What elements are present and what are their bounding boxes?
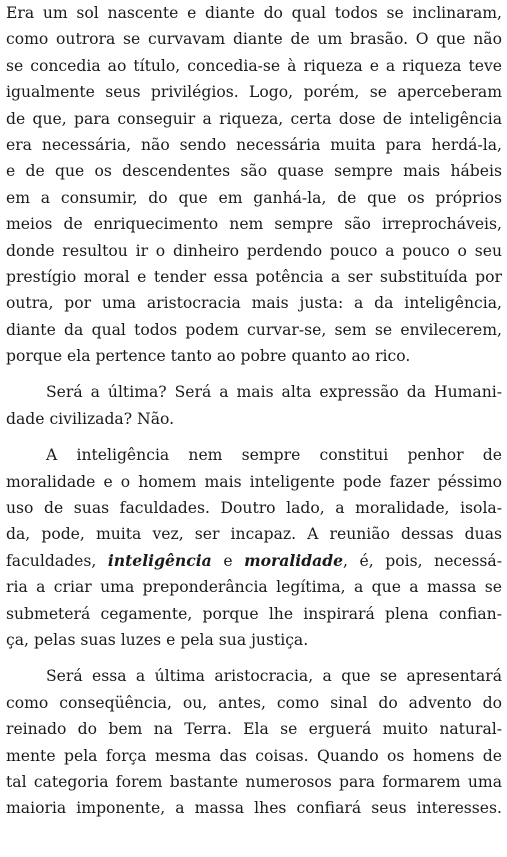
text-line: Será a última? Será a mais alta expressão da Humani- [46, 383, 502, 402]
text-line: uso de suas faculdades. Doutro lado, a moralidade, isola- [6, 499, 502, 518]
emphasized-word-morality: moralidade [244, 550, 344, 570]
paragraph-2 [6, 379, 502, 432]
paragraph-gap [6, 653, 502, 663]
text-line: Será essa a última aristocracia, a que se apresentará [46, 667, 502, 686]
text-line: em a consumir, do que em ganhá-la, de que os próprios [6, 188, 502, 207]
text-line: tal categoria forem bastante numerosos para formarem uma [6, 772, 502, 791]
text-fragment: , é, pois, necessá- [343, 551, 502, 570]
document-page [6, 0, 502, 822]
text-line: ça, pelas suas luzes e pela sua justiça. [6, 630, 309, 649]
text-line: se concedia ao título, concedia-se à riqueza e a riqueza teve [6, 56, 502, 75]
text-line: donde resultou ir o dinheiro perdendo pouco a pouco o seu [6, 241, 502, 260]
paragraph-1 [6, 0, 502, 369]
text-line: como conseqüência, ou, antes, como sinal do advento do [6, 693, 502, 712]
text-line: diante da qual todos podem curvar-se, sem se envilecerem, [6, 320, 502, 339]
paragraph-4 [6, 663, 502, 821]
text-line: de que, para conseguir a riqueza, certa dose de inteligência [6, 109, 502, 128]
text-line: era necessária, não sendo necessária muita para herdá-la, [6, 135, 502, 154]
text-line: outra, por uma aristocracia mais justa: a da inteligência, [6, 294, 502, 313]
text-line: dade civilizada? Não. [6, 409, 175, 428]
paragraph-gap [6, 369, 502, 379]
text-line: igualmente seus privilégios. Logo, porém, se aperceberam [6, 83, 502, 102]
text-line: porque ela pertence tanto ao pobre quanto ao rico. [6, 347, 411, 366]
text-line: reinado do bem na Terra. Ela se erguerá muito natural- [6, 720, 502, 739]
text-line: submeterá cegamente, porque lhe inspirará plena confian- [6, 604, 502, 623]
text-line: como outrora se curvavam diante de um brasão. O que não [6, 30, 502, 49]
text-line: da, pode, muita vez, ser incapaz. A reunião dessas duas [6, 525, 502, 544]
paragraph-3 [6, 442, 502, 653]
text-line: prestígio moral e tender essa potência a ser substituída por [6, 267, 502, 286]
text-line: e de que os descendentes são quase sempre mais hábeis [6, 162, 502, 181]
text-line: mente pela força mesma das coisas. Quando os homens de [6, 746, 502, 765]
text-line: meios de enriquecimento nem sempre são irreprocháveis, [6, 215, 502, 234]
text-line: ria a criar uma preponderância legítima, a que a massa se [6, 578, 502, 597]
text-line: maioria imponente, a massa lhes confiará seus interesses. [6, 799, 502, 818]
text-line: A inteligência nem sempre constitui penhor de [46, 446, 502, 465]
emphasized-word-intelligence: inteligência [107, 550, 212, 570]
text-line: Era um sol nascente e diante do qual todos se inclinaram, [6, 4, 502, 22]
paragraph-gap [6, 432, 502, 442]
text-fragment: e [223, 551, 233, 570]
text-line-emphasis [6, 548, 502, 574]
text-line: moralidade e o homem mais inteligente pode fazer péssimo [6, 472, 502, 491]
text-fragment: faculdades, [6, 551, 97, 570]
